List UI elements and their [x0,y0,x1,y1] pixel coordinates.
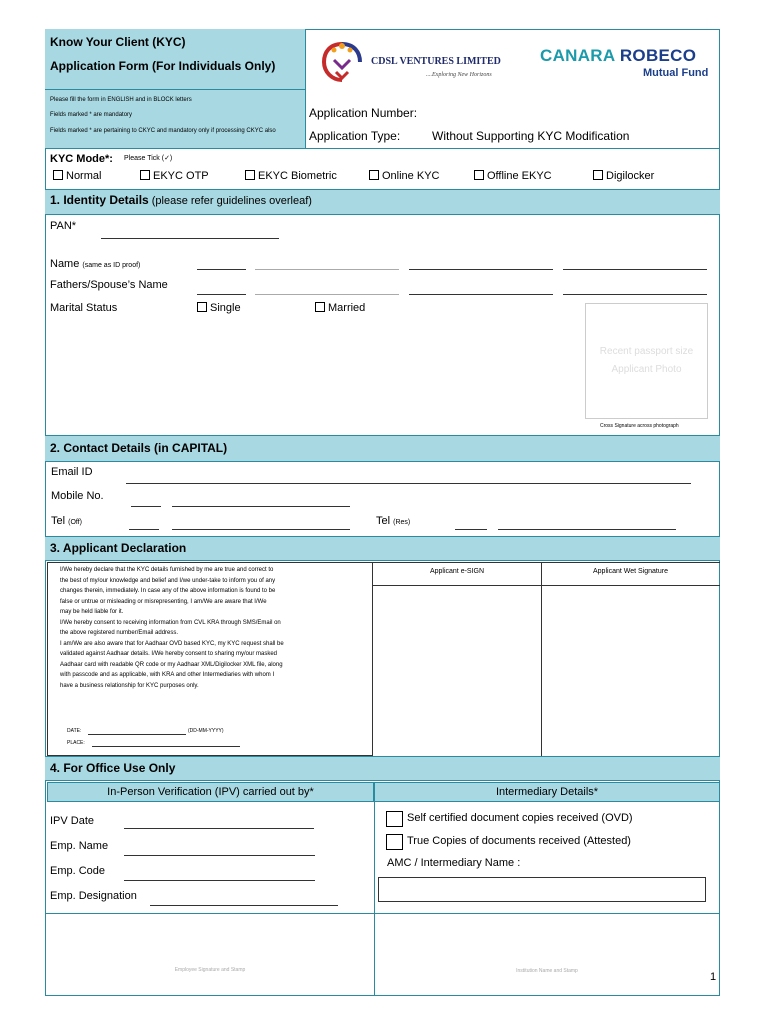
form-subtitle: Application Form (For Individuals Only) [50,59,276,73]
ipv-date-input[interactable] [124,828,314,829]
date-label: DATE: [67,728,82,734]
checkbox[interactable] [53,170,63,180]
place-input[interactable] [92,746,240,747]
form-title: Know Your Client (KYC) [50,35,186,49]
first-name-input[interactable] [255,269,399,270]
tel-office-code-input[interactable] [129,529,159,530]
name-title-input[interactable] [197,269,246,270]
father-title-input[interactable] [197,294,246,295]
marital-single-option[interactable]: Single [197,302,241,314]
wet-signature-header: Applicant Wet Signature [593,568,668,575]
office-section-header [45,756,720,781]
middle-name-input[interactable] [409,269,553,270]
father-last-name-input[interactable] [563,294,707,295]
cdsl-name: CDSL VENTURES LIMITED [371,56,501,67]
ipv-date-label: IPV Date [50,815,95,827]
email-label: Email ID [51,466,93,478]
canara-text: CANARA [540,46,620,65]
kyc-option-online[interactable]: Online KYC [369,170,439,182]
father-first-name-input[interactable] [255,294,399,295]
date-input[interactable] [88,734,186,735]
canara-robeco-logo [540,46,696,66]
marital-status-label: Marital Status [50,302,118,314]
amc-intermediary-label: AMC / Intermediary Name : [387,857,521,869]
checkbox[interactable] [474,170,484,180]
instruction-1: Please fill the form in ENGLISH and in BLOCK letters [50,97,192,103]
tel-res-code-input[interactable] [455,529,487,530]
tel-office-label: Tel (Off) [51,515,82,527]
emp-designation-label: Emp. Designation [50,890,137,902]
tel-res-number-input[interactable] [498,529,676,530]
photo-hint-2: Applicant Photo [611,364,682,375]
mobile-number-input[interactable] [172,506,350,507]
cdsl-logo-icon [316,40,368,86]
application-type-label: Application Type: [309,129,401,143]
tick-hint: Please Tick (✓) [124,155,173,162]
esign-header: Applicant e-SIGN [429,568,485,575]
wet-signature-box[interactable] [542,586,720,756]
identity-section-header: 1. Identity Details (please refer guidelines overleaf) [45,189,720,215]
declaration-text: I/We hereby declare that the KYC details furnished by me are true and correct to the best of my/our knowledge and belief and I/we under-take to inform you of any changes therein, immediately. In case any of the above information is found to be false or untrue or misleading or misrepresenting, I am/We are aware that I/We may be held liable for it. I/We hereby consent to receiving information from CVL KRA through SMS/Email on the above registered number/Email address. I am/We are also aware that for Aadhaar OVD based KYC, my KYC request shall be validated against Aadhaar details. I/We hereby consent to sharing my/our masked Aadhaar card with readable QR code or my Aadhaar XML/Digilocker XML file, along with passcode and as applicable, with KRA and other Intermediaries with whom I have a business relationship for KYC purposes only. [60,567,284,689]
form-title-block [45,29,306,90]
kyc-option-offline-ekyc[interactable]: Offline EKYC [474,170,552,182]
photo-box[interactable] [585,303,708,419]
identity-heading: 1. Identity Details [50,193,149,207]
instructions-block [45,90,306,148]
office-heading: 4. For Office Use Only [50,761,176,775]
mutual-fund-text: Mutual Fund [643,67,709,79]
emp-designation-input[interactable] [150,905,338,906]
institution-stamp-hint: Institution Name and Stamp [516,968,578,974]
contact-section-header [45,435,720,462]
checkbox[interactable] [593,170,603,180]
emp-name-input[interactable] [124,855,315,856]
attested-checkbox[interactable] [386,834,403,850]
emp-name-label: Emp. Name [50,840,109,852]
photo-hint-1: Recent passport size [599,346,694,357]
kyc-option-digilocker[interactable]: Digilocker [593,170,654,182]
last-name-input[interactable] [563,269,707,270]
father-spouse-label: Fathers/Spouse’s Name [50,279,168,291]
date-format-hint: (DD-MM-YYYY) [188,728,224,734]
email-input[interactable] [126,483,691,484]
institution-stamp-box[interactable] [375,914,719,995]
declaration-box [47,562,373,756]
ovd-checkbox[interactable] [386,811,403,827]
declaration-heading: 3. Applicant Declaration [50,541,187,555]
ovd-label: Self certified document copies received (OVD) [407,812,633,824]
robeco-text: ROBECO [619,46,697,65]
checkbox[interactable] [315,302,325,312]
tel-res-label: Tel (Res) [376,515,411,527]
application-type-value: Without Supporting KYC Modification [432,129,630,143]
marital-married-option[interactable]: Married [315,302,365,314]
kyc-mode-label: KYC Mode*: [50,153,113,165]
place-label: PLACE: [67,740,85,746]
name-label: Name (same as ID proof) [50,258,141,270]
pan-label: PAN* [50,220,77,232]
father-middle-name-input[interactable] [409,294,553,295]
kyc-option-ekyc-biometric[interactable]: EKYC Biometric [245,170,337,182]
kyc-option-normal[interactable]: Normal [53,170,101,182]
employee-signature-hint: Employee Signature and Stamp [174,967,246,973]
pan-input[interactable] [101,238,279,239]
mobile-label: Mobile No. [51,490,104,502]
emp-code-input[interactable] [124,880,315,881]
emp-code-label: Emp. Code [50,865,106,877]
amc-intermediary-input[interactable] [378,877,706,902]
tel-office-number-input[interactable] [172,529,350,530]
checkbox[interactable] [245,170,255,180]
ipv-header: In-Person Verification (IPV) carried out by* [47,782,374,802]
intermediary-header: Intermediary Details* [374,782,720,802]
checkbox[interactable] [140,170,150,180]
declaration-section-header [45,536,720,561]
page-number: 1 [710,971,717,983]
esign-box[interactable] [373,586,540,756]
checkbox[interactable] [197,302,207,312]
checkbox[interactable] [369,170,379,180]
contact-heading: 2. Contact Details (in CAPITAL) [50,441,228,455]
kyc-option-ekyc-otp[interactable]: EKYC OTP [140,170,209,182]
attested-label: True Copies of documents received (Attested) [407,835,631,847]
cdsl-tagline: ....Exploring New Horizons [426,72,492,78]
employee-signature-box[interactable] [46,914,374,995]
application-number-label: Application Number: [309,106,418,120]
cross-signature-note: Cross Signature across photograph [600,423,679,429]
signature-table [373,562,720,756]
instruction-2: Fields marked * are mandatory [50,112,133,118]
instruction-3: Fields marked * are pertaining to CKYC and mandatory only if processing CKYC also [50,128,276,134]
mobile-code-input[interactable] [131,506,161,507]
